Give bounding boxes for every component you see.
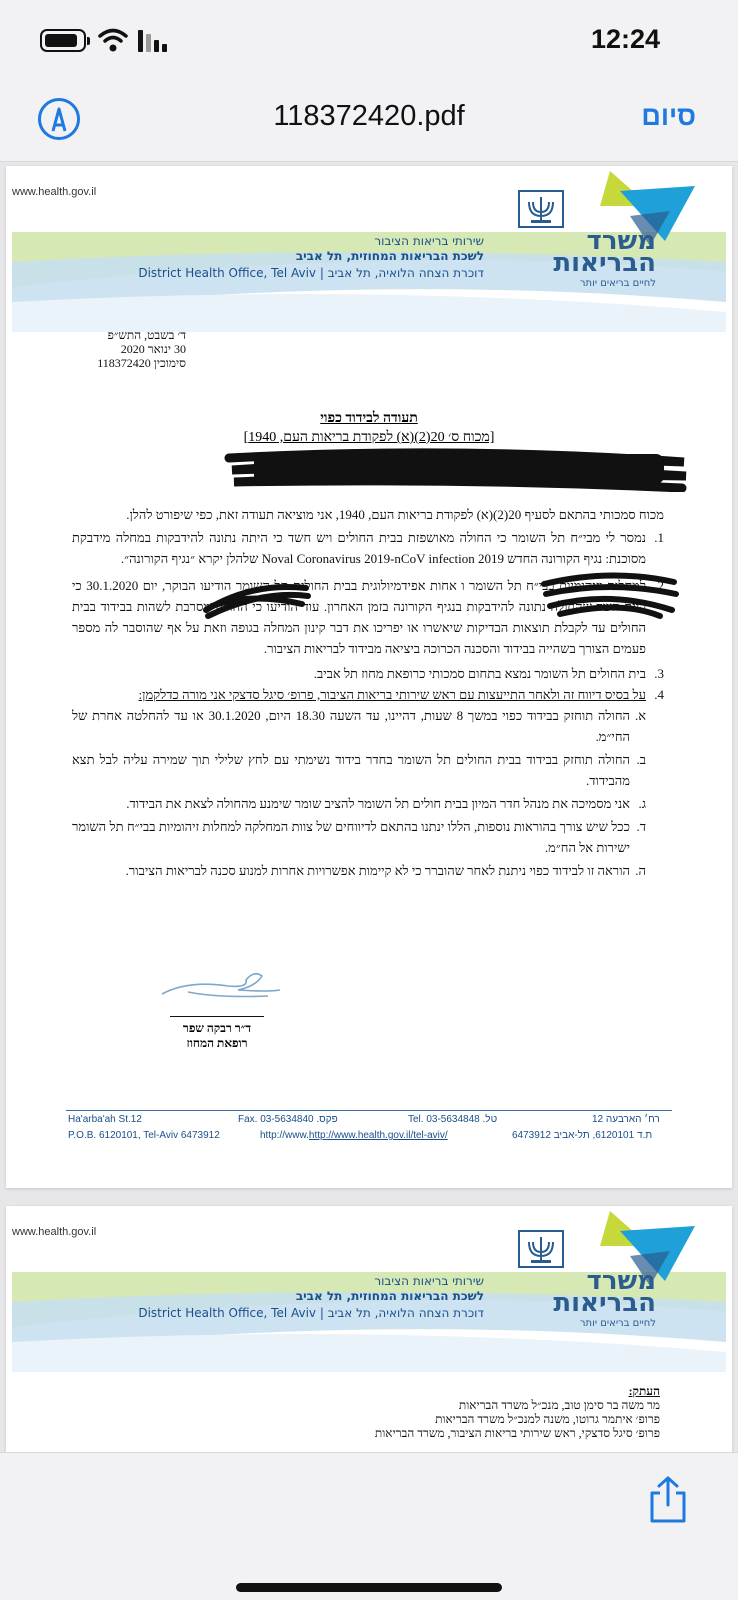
health-gov-url: www.health.gov.il (12, 186, 97, 198)
ministry-name: משרד הבריאות (553, 226, 656, 278)
sub-item: א. החולה תוחזק בבידוד כפוי במשך 8 שעות, דהיינו, עד השעה 18.30 היום, 30.1.2020 או עד להחלטה אחרת של החי״מ. (72, 708, 646, 744)
redaction-scribble-right (540, 570, 680, 620)
list-item: 3. בית החולים תל השומר נמצא בתחום סמכותי כרופאת מחוז תל אביב. (313, 666, 664, 681)
header-line-1: שירותי בריאות הציבור (374, 234, 484, 248)
signatory-name: ד״ר רבקה שפר (182, 1021, 252, 1035)
footer-address-en: Ha'arba'ah St.12 (68, 1114, 142, 1125)
signature-line (170, 1016, 264, 1017)
wifi-icon (98, 27, 128, 53)
redaction-scribble-left (202, 580, 312, 620)
document-title: 118372420.pdf (273, 100, 465, 132)
footer-pob-en: P.O.B. 6120101, Tel-Aviv 6473912 (68, 1130, 220, 1141)
signature-scribble (158, 966, 288, 1006)
signatory-role: רופאת המחוז (186, 1036, 248, 1050)
list-item: פרופ׳ איתמר גרוטו, משנה למנכ״ל משרד הבריאות (435, 1412, 660, 1426)
sub-item: ג. אני מסמיכה את מנהל חדר המיון בבית חולים תל השומר להציב שומר שימנע מהחולה לצאת את הבידוד. (126, 796, 646, 811)
pdf-page-1 (6, 166, 732, 1188)
footer-tel: Tel. 03-5634848 .טל (408, 1114, 498, 1125)
footer-divider (66, 1110, 672, 1111)
list-item: מר משה בר סימן טוב, מנכ״ל משרד הבריאות (458, 1398, 660, 1412)
health-gov-url: www.health.gov.il (12, 1226, 97, 1238)
ministry-slogan: לחיים בריאים יותר (579, 278, 656, 289)
clock-time: 12:24 (590, 24, 660, 54)
footer-web-link[interactable]: http://www.health.gov.il/tel-aviv/ (308, 1130, 448, 1141)
header-line-3: דוכרת הצחה הלואיה, תל אביב | District Health Office, Tel Aviv (138, 266, 484, 280)
pdf-page-2 (6, 1206, 732, 1452)
header-line-1: שירותי בריאות הציבור (374, 1274, 484, 1288)
gregorian-date: 30 ינואר 2020 (120, 342, 186, 356)
footer-address-he: רח׳ הארבעה 12 (592, 1114, 660, 1125)
document-heading: תעודה לבידוד כפוי (320, 411, 418, 426)
sub-item: ד. ככל שיש צורך בהוראות נוספות, הללו ינתנו בהתאם לדיווחים של צוות המחלקה למחלות זיהומיות בבי״ח תל השומר ישירות אל הח״מ. (72, 819, 646, 855)
footer-web: http://www.http://www.health.gov.il/tel-aviv/ (260, 1130, 448, 1141)
header-line-2: לשכת הבריאות המחוזית, תל אביב (295, 1289, 484, 1303)
intro-paragraph: מכוח סמכותי בהתאם לסעיף 20(2)(א) לפקודת בריאות העם, 1940, אני מוציאה תעודה זאת, כפי שיפורט להלן. (126, 507, 664, 522)
hebrew-date: ד׳ בשבט, התש״פ (107, 328, 186, 342)
share-icon[interactable] (646, 1475, 690, 1525)
status-bar (0, 0, 738, 80)
reference-number: סימוכין 118372420 (97, 356, 186, 370)
bottom-toolbar (0, 1452, 738, 1600)
list-item: 1. נמסר לי מבי״ח תל השומר כי החולה מאושפזת בבית החולים ויש חשד כי היתה נתונה להידבקות במחלה מידבקת מסוכנת: נגיף הקורונה החדש Noval Coronavirus 2019-nCoV infection 2019 שלהלן יקרא ״נגיף הקורונה״. (72, 530, 664, 566)
state-emblem-icon (518, 1230, 564, 1268)
sub-item: ב. החולה תוחזק בבידוד בבית החולים תל השומר בחדר בידוד נשימתי עם לחץ שלילי תוך שמירה עליה לבל תצא מהבידוד. (72, 752, 646, 788)
ministry-slogan: לחיים בריאים יותר (579, 1318, 656, 1329)
home-indicator[interactable] (236, 1583, 502, 1592)
list-item: 4. על בסיס דיווח זה ולאחר התייעצות עם ראש שירותי בריאות הציבור, פרופ׳ סיגל סדצקי אני מורה כדלקמן: (138, 687, 664, 702)
document-body (72, 504, 664, 883)
date-block (76, 328, 186, 370)
pdf-viewer[interactable] (0, 162, 738, 1452)
sub-item: ה. הוראה זו לבידוד כפוי ניתנת לאחר שהוברר כי לא קיימות אפשרויות אחרות למנוע סכנה לבריאות הציבור. (125, 863, 646, 878)
list-item: 2. למחלות וזיהומיות בבי״ח תל השומר ו אחות אפידמיולוגית בבית החולים תל השומר הודיעו הבוקר, יום 30.1.2020 כי קיים חשד שהחולה נתונה להידבקות בנגיף הקורונה בזמן האחרון. עוד הודיעו כי החולה מסרבת לשהות בבידוד בבית החולים עד לקבלת תוצאות הבדיקות שיאשרו או יפריכו את דבר קינון המחלה בגופה וזאת על אף שהוסבר לה מספר פעמים הצורך בשהייה בבידוד והסכנה הכרוכה ביציאה מבידוד לבריאות הציבור. (72, 578, 664, 656)
list-item: פרופ׳ סיגל סדצקי, ראש שירותי בריאות הציבור, משרד הבריאות (374, 1426, 660, 1440)
footer-pob-he: ת.ד 6120101, תל-אביב 6473912 (512, 1130, 653, 1141)
document-subheading: [מכוח ס׳ 20(2)(א) לפקודת בריאות העם, 1940] (243, 430, 495, 445)
state-emblem-icon (518, 190, 564, 228)
done-button[interactable]: סיום (641, 101, 696, 131)
battery-icon (40, 29, 86, 52)
cellular-signal-icon (138, 30, 172, 52)
footer-fax: Fax. 03-5634840 .פקס (238, 1114, 338, 1125)
header-line-3: דוכרת הצחה הלואיה, תל אביב | District Health Office, Tel Aviv (138, 1306, 484, 1320)
ministry-name: משרד הבריאות (553, 1266, 656, 1318)
copies-list (280, 1384, 660, 1440)
navigation-bar (0, 80, 738, 162)
redaction-scribble-patient (224, 448, 694, 492)
copies-heading: העתק: (628, 1384, 660, 1398)
header-line-2: לשכת הבריאות המחוזית, תל אביב (295, 249, 484, 263)
